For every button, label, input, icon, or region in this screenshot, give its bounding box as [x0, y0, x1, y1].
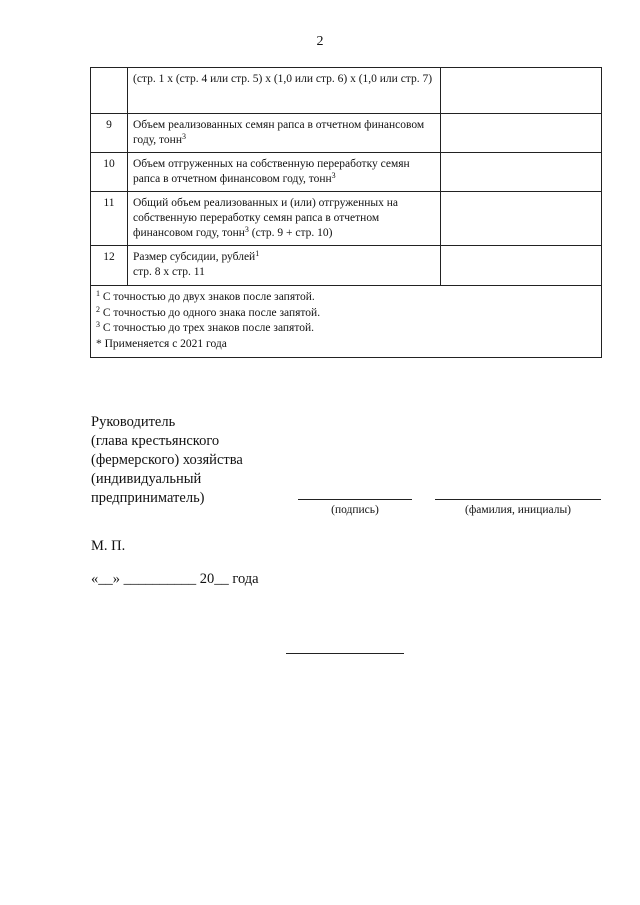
row-description [128, 114, 441, 153]
footnote [96, 306, 596, 322]
table-row [91, 246, 602, 286]
row-number [91, 68, 128, 114]
row-text: Объем отгруженных на собственную переработку семян рапса в отчетном финансовом году, тонн [133, 158, 410, 185]
footnote-ref: 3 [244, 225, 249, 234]
signatory-line: (индивидуальный [91, 471, 202, 487]
footnote-ref: 3 [181, 132, 186, 141]
signature-caption: (подпись) [331, 504, 379, 516]
row-description [128, 153, 441, 192]
footnote-mark: 1 [96, 289, 100, 298]
signatory-line: предприниматель) [91, 490, 205, 506]
row-description [128, 246, 441, 286]
signatory-line: (фермерского) хозяйства [91, 452, 243, 468]
table-row [91, 68, 602, 114]
row-description [128, 68, 441, 114]
table-row [91, 192, 602, 246]
row-value-cell [441, 153, 602, 192]
signatory-line: Руководитель [91, 414, 176, 430]
row-text: Размер субсидии, рублей [133, 251, 256, 263]
table-row [91, 153, 602, 192]
footnote [96, 321, 596, 337]
row-value-cell [441, 68, 602, 114]
footnote-ref: 1 [255, 249, 260, 258]
row-text: Объем реализованных семян рапса в отчетном финансовом году, тонн [133, 119, 425, 146]
footnote-mark: 2 [96, 304, 100, 314]
footnote-text: С точностью до двух знаков после запятой. [100, 291, 315, 303]
table-row [91, 114, 602, 153]
footnote-text: * Применяется с 2021 года [96, 337, 227, 350]
footnote-ref: 3 [331, 171, 336, 180]
footnote [96, 337, 596, 353]
signature-line [298, 499, 412, 500]
row-formula: стр. 8 х стр. 11 [133, 266, 205, 278]
row-text: (стр. 1 х (стр. 4 или стр. 5) х (1,0 или стр. 6) х (1,0 или стр. 7) [133, 73, 433, 85]
row-number: 12 [91, 246, 128, 286]
date-line: «__» __________ 20__ года [91, 571, 259, 587]
row-value-cell [441, 114, 602, 153]
subsidy-calculation-table [90, 67, 602, 358]
row-description [128, 192, 441, 246]
row-value-cell [441, 192, 602, 246]
footnotes-cell [91, 286, 602, 358]
footnote-text: С точностью до одного знака после запятой. [100, 306, 321, 319]
bottom-rule [286, 653, 404, 654]
row-value-cell [441, 246, 602, 286]
page-number: 2 [316, 34, 324, 49]
row-text: Общий объем реализованных и (или) отгруженных на собственную переработку семян рапса в отчетном финансовом году, тонн [133, 197, 399, 239]
signatory-title [91, 413, 243, 508]
name-line [435, 499, 601, 500]
row-number: 11 [91, 192, 128, 246]
stamp-label: М. П. [91, 538, 126, 554]
row-number: 10 [91, 153, 128, 192]
footnote-mark: 3 [96, 320, 100, 329]
footnotes-row [91, 286, 602, 358]
footnote [96, 290, 596, 306]
footnote-text: С точностью до трех знаков после запятой. [100, 322, 314, 334]
name-caption: (фамилия, инициалы) [464, 504, 572, 516]
signatory-line: (глава крестьянского [91, 433, 220, 449]
row-formula: (стр. 9 + стр. 10) [248, 227, 333, 239]
row-number: 9 [91, 114, 128, 153]
